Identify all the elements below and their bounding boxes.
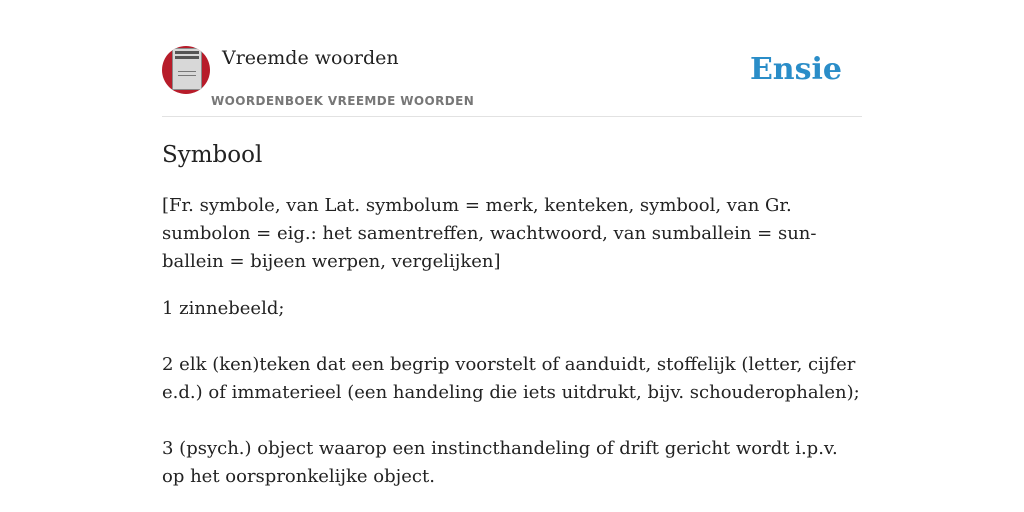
entry-title: Symbool <box>162 142 263 168</box>
site-title[interactable]: Vreemde woorden <box>222 47 399 69</box>
definition-item: 2 elk (ken)teken dat een begrip voorstelt of aanduidt, stoffelijk (letter, cijfer e.d.) of immaterieel (een handeling die iets uitdrukt, bijv. schouderophalen); <box>162 354 860 403</box>
header <box>162 0 862 117</box>
page-container <box>162 0 862 512</box>
book-cover-title-line <box>175 51 199 54</box>
book-cover-text-line <box>178 71 196 72</box>
definition-item: 3 (psych.) object waarop een instincthandeling of drift gericht wordt i.p.v. op het oorspronkelijke object. <box>162 438 838 487</box>
site-subtitle: WOORDENBOEK VREEMDE WOORDEN <box>211 94 475 108</box>
book-cover-title-line <box>175 56 199 59</box>
etymology: [Fr. symbole, van Lat. symbolum = merk, kenteken, symbool, van Gr. sumbolon = eig.: het samentreffen, wachtwoord, van sumballein = sun-ballein = bijeen werpen, vergelijken] <box>162 195 817 272</box>
definition-item: 1 zinnebeeld; <box>162 298 285 319</box>
book-cover-text-line <box>178 75 196 76</box>
brand-logo-link[interactable]: Ensie <box>749 52 842 87</box>
book-cover <box>172 48 202 90</box>
book-cover-icon[interactable] <box>162 46 210 94</box>
